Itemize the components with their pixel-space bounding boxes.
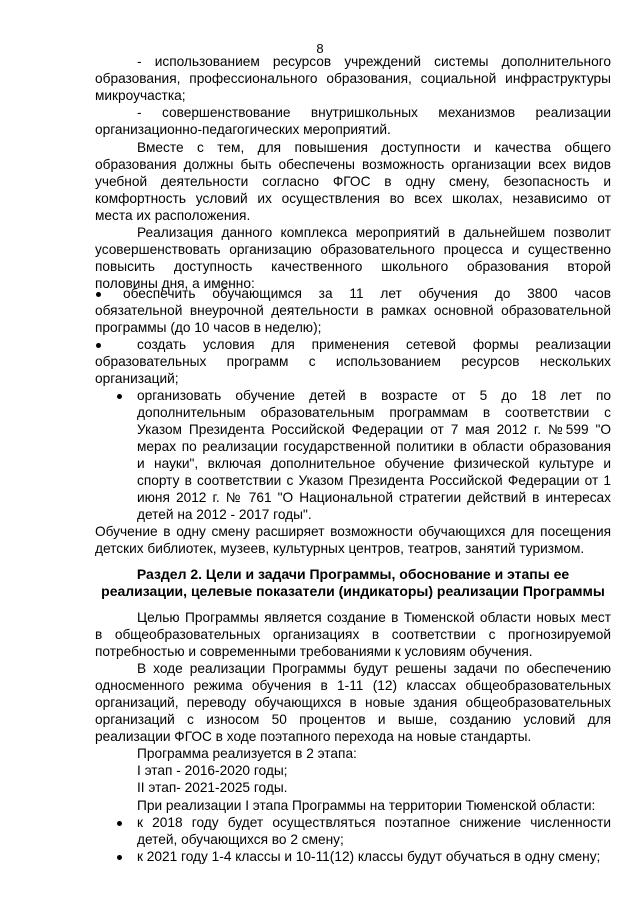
- bullet-icon: [117, 821, 122, 826]
- text-line: к 2018 году будет осуществляться поэтапное снижение численности: [137, 815, 611, 830]
- text-line: мерах по реализации государственной политики в области образования: [137, 439, 611, 454]
- text-line: усовершенствовать организацию образовательного процесса и существенно: [95, 242, 611, 257]
- text-line: односменного режима обучения в 1-11 (12) классах общеобразовательных: [95, 678, 611, 693]
- section-heading: реализации, целевые показатели (индикаторы) реализации Программы: [101, 583, 605, 599]
- text-line: и науки", включая дополнительное обучение физической культуре и: [137, 456, 611, 471]
- text-line: микроучастка;: [95, 88, 186, 103]
- text-line: обеспечить обучающимся за 11 лет обучения до 3800 часов: [123, 286, 611, 301]
- page-number: 8: [316, 41, 324, 56]
- text-line: Целью Программы является создание в Тюменской области новых мест: [137, 610, 611, 625]
- bullet-icon: [96, 292, 101, 297]
- text-line: учебной деятельности согласно ФГОС в одну смену, безопасность и: [95, 174, 611, 189]
- text-line: места их расположения.: [95, 208, 251, 223]
- section-heading: Раздел 2. Цели и задачи Программы, обоснование и этапы ее: [136, 566, 570, 582]
- text-line: Обучение в одну смену расширяет возможности обучающихся для посещения: [95, 524, 611, 539]
- text-line: организационно-педагогических мероприятий.: [95, 122, 391, 137]
- text-line: повысить доступность качественного школьного образования второй: [95, 259, 611, 274]
- text-line: организовать обучение детей в возрасте от 5 до 18 лет по: [137, 388, 611, 403]
- text-line: Указом Президента Российской Федерации от 7 мая 2012 г. №599 "О: [137, 422, 611, 437]
- text-line: половины дня, а именно:: [95, 276, 255, 291]
- text-line: Вместе с тем, для повышения доступности и качества общего: [137, 140, 611, 155]
- text-line: Реализация данного комплекса мероприятий в дальнейшем позволит: [137, 225, 611, 240]
- text-line: В ходе реализации Программы будут решены задачи по обеспечению: [137, 661, 611, 676]
- text-line: организаций;: [95, 371, 179, 386]
- text-line: дополнительным образовательным программам в соответствии с: [137, 405, 611, 420]
- text-line: организаций, переводу обучающихся в новые здания общеобразовательных: [95, 695, 611, 710]
- text-line: создать условия для применения сетевой формы реализации: [137, 337, 611, 352]
- text-line: Программа реализуется в 2 этапа:: [137, 746, 357, 761]
- bullet-icon: [96, 343, 101, 348]
- bullet-icon: [117, 394, 122, 399]
- text-line: I этап - 2016-2020 годы;: [137, 763, 288, 778]
- text-line: обязательной внеурочной деятельности в рамках основной образовательной: [95, 303, 611, 318]
- text-line: - совершенствование внутришкольных механизмов реализации: [137, 105, 611, 120]
- text-line: потребностью и современными требованиями к условиям обучения.: [95, 644, 533, 659]
- text-line: спорту в соответствии с Указом Президента Российской Федерации от 1: [137, 473, 611, 488]
- text-line: детских библиотек, музеев, культурных центров, театров, занятий туризмом.: [95, 541, 585, 556]
- text-line: - использованием ресурсов учреждений системы дополнительного: [137, 54, 611, 69]
- text-line: к 2021 году 1-4 классы и 10-11(12) классы будут обучаться в одну смену;: [137, 849, 601, 864]
- text-line: детей на 2012 - 2017 годы".: [137, 507, 312, 522]
- text-line: При реализации I этапа Программы на территории Тюменской области:: [137, 798, 596, 813]
- text-line: организаций с износом 50 процентов и выше, созданию условий для: [95, 712, 611, 727]
- text-line: II этап- 2021-2025 годы.: [137, 780, 288, 795]
- text-line: образования должны быть обеспечены возможность организации всех видов: [95, 157, 611, 172]
- bullet-icon: [117, 855, 122, 860]
- text-line: реализации ФГОС в ходе поэтапного перехода на новые стандарты.: [95, 729, 532, 744]
- text-line: программы (до 10 часов в неделю);: [95, 320, 322, 335]
- text-line: июня 2012 г. № 761 "О Национальной стратегии действий в интересах: [137, 490, 611, 505]
- text-line: комфортность условий их осуществления во всех школах, независимо от: [95, 191, 611, 206]
- text-line: образования, профессионального образования, социальной инфраструктуры: [95, 71, 611, 86]
- text-line: в общеобразовательных организациях в соответствии с прогнозируемой: [95, 627, 611, 642]
- text-line: детей, обучающихся во 2 смену;: [137, 832, 344, 847]
- text-line: образовательных программ с использованием ресурсов нескольких: [95, 354, 611, 369]
